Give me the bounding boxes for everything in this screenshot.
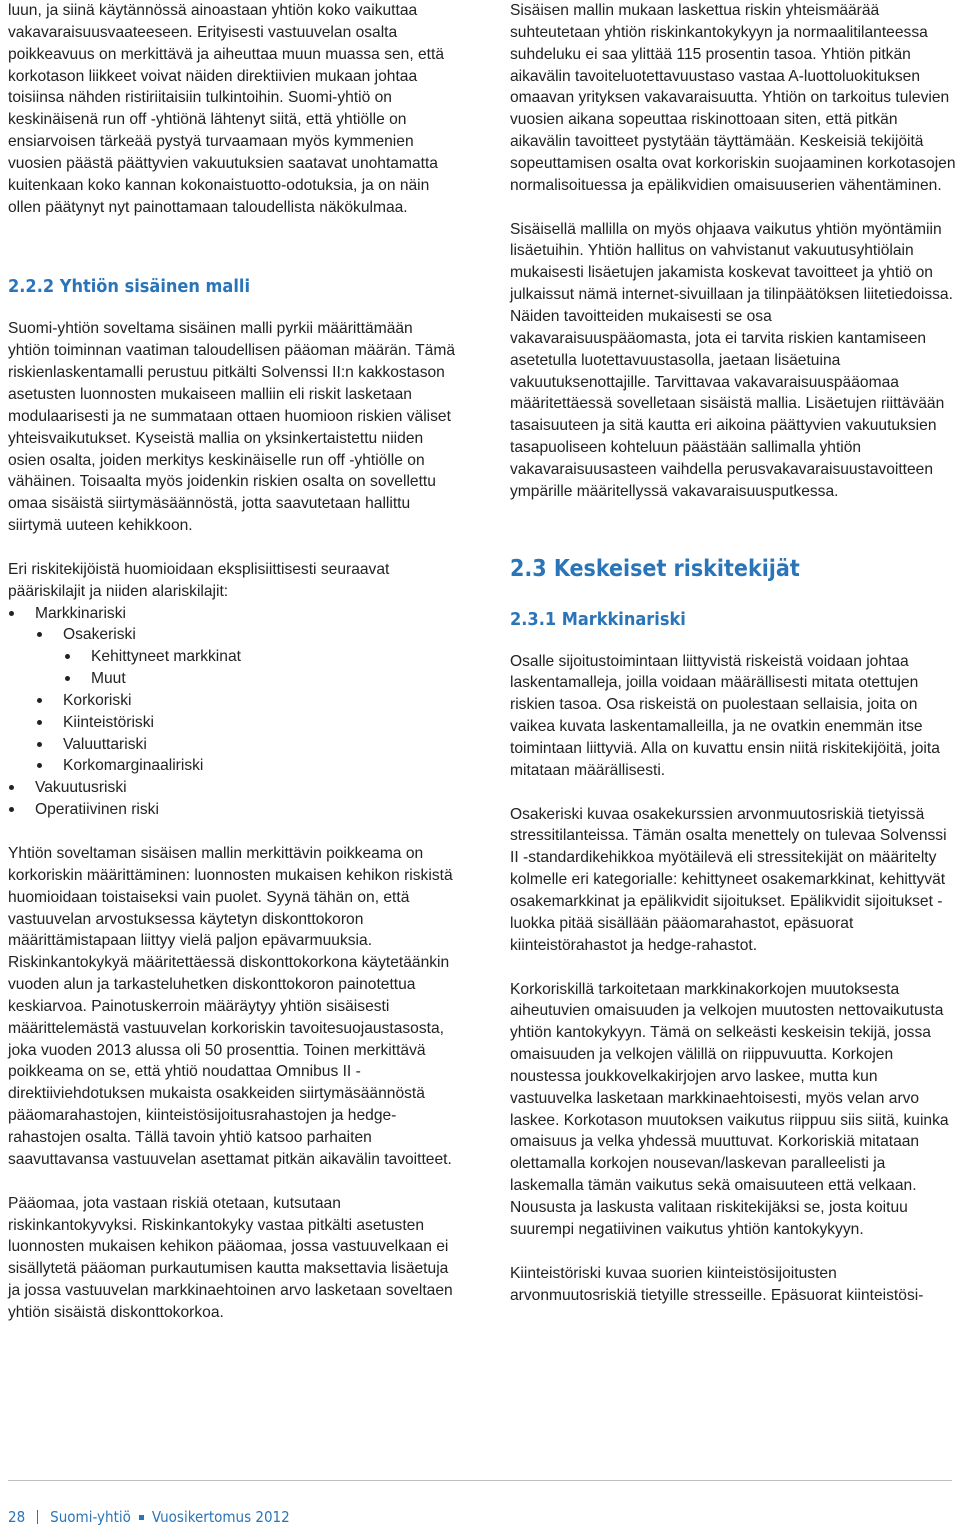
list-item: Operatiivinen riski [8,799,455,821]
section-heading-2-2-2: 2.2.2 Yhtiön sisäinen malli [8,276,250,298]
right-column [510,0,957,1306]
left-paragraph-5: Pääomaa, jota vastaan riskiä otetaan, kutsutaan riskinkantokyvyksi. Riskinkantokyky vastaa pitkälti asetusten luonnosten mukaisen kehikon pääomaa, jossa vastuuvelkaan ei sisällytetä pääoman purkautumisen kautta maksettavia lisäetuja ja jossa vastuuvelan markkinaehtoinen arvo lasketaan soveltaen yhtiön sisäistä diskonttokorkoa. [8,1194,453,1321]
right-paragraph-3: Osalle sijoitustoimintaan liittyvistä riskeistä voidaan johtaa laskentamalleja, joilla voidaan määrällisesti mitata otettujen riskien tasoa. Osa riskeistä on puolestaan sellaisia, joita on vaikea kuvata laskentamalleilla, ja ne ovatkin enemmän itse toimintaan liittyviä. Alla on kuvattu ensin niitä riskitekijöitä, joita mitataan määrällisesti. [510,652,940,779]
list-item: Markkinariski [8,603,455,625]
section-heading-2-3: 2.3 Keskeiset riskitekijät [510,555,800,582]
right-paragraph-6: Kiinteistöriski kuvaa suorien kiinteistösijoitusten arvonmuutosriskiä tietyille stresseille. Epäsuorat kiinteistösi- [510,1264,924,1304]
left-paragraph-3: Eri riskitekijöistä huomioidaan eksplisiittisesti seuraavat pääriskilajit ja niiden alariskilajit: [8,560,390,600]
right-paragraph-4: Osakeriski kuvaa osakekurssien arvonmuutosriskiä tietyissä stressitilanteissa. Tämän osalta menettely on tulevaa Solvenssi II -standardikehikkoa myötäilevä eli stressitekijät on määritelty kolmelle eri kategorialle: kehittyneet osakemarkkinat, kehittyvät osakemarkkinat ja epälikvidit sijoitukset. Epälikvidit sijoitukset -luokka pitää sisällään pääomarahastot, epäsuorat kiinteistörahastot ja hedge-rahastot. [510,805,947,954]
section-heading-2-3-1: 2.3.1 Markkinariski [510,608,686,630]
left-paragraph-2: Suomi-yhtiön soveltama sisäinen malli pyrkii määrittämään yhtiön toiminnan vaatiman taloudellisen pääoman määrän. Tämä riskienlaskentamalli perustuu pitkälti Solvenssi II:n kakkostason asetusten luonnosten mukaiseen malliin eli riskit lasketaan modulaarisesti ja ne summataan ottaen huomioon riskien väliset yhteisvaikutukset. Kyseistä mallia on yksinkertaistettu niiden osien osalta, joiden merkitys keskinäiselle run off -yhtiölle on vähäinen. Toisaalta myös joidenkin riskien osalta on sovellettu omaa sisäistä siirtymäsäännöstä, jotta saavutetaan hallittu siirtymä uuteen kehikkoon. [8,320,455,535]
list-item: Kiinteistöriski [8,712,455,734]
footer-report-title: Vuosikertomus 2012 [151,1508,290,1526]
square-bullet-icon [139,1515,144,1520]
left-paragraph-4: Yhtiön soveltaman sisäisen mallin merkittävin poikkeama on korkoriskin määrittäminen: luonnosten mukaisen kehikon riskistä huomioidaan toistaiseksi vain puolet. Syynä tähän on, että vastuuvelan arvostuksessa käytetyn diskonttokoron määrittämistapaan liittyy vielä paljon epävarmuuksia. Riskinkantokykyä määritettäessä diskonttokorkona käytetäänkin vuoden alun ja tarkasteluhetken diskonttokoron painotettua keskiarvoa. Painotuskerroin määräytyy yhtiön sisäisesti määrittelemästä vastuuvelan korkoriskin tavoitesuojaustasosta, joka vuoden 2013 alussa oli 50 prosenttia. Toinen merkittävä poikkeama on se, että yhtiö noudattaa Omnibus II -direktiiviehdotuksen mukaista osakkeiden siirtymäsäännöstä pääomarahastojen, kiinteistösijoitusrahastojen ja hedge-rahastojen osalta. Tällä tavoin yhtiö katsoo parhaiten saavuttavansa vastuuvelan asettamat pitkän aikavälin tavoitteet. [8,845,453,1168]
list-item: Vakuutusriski [8,777,455,799]
left-column [8,0,455,1324]
list-item: Muut [8,668,455,690]
right-paragraph-5: Korkoriskillä tarkoitetaan markkinakorkojen muutoksesta aiheutuvien omaisuuden ja velkojen muutosten nettovaikutusta yhtiön kantokykyyn. Tämä on selkeästi keskeisin tekijä, jossa omaisuuden ja velkojen välillä on riippuvuutta. Korkojen noustessa joukkovelkakirjojen arvo laskee, mutta kun vastuuvelka lasketaan markkinaehtoisesti, myös velan arvo laskee. Korkotason muutoksen vaikutus riippuu siis siitä, kuinka omaisuus ja velka yhdessä muuttuvat. Korkoriskiä mitataan olettamalla korkojen nousevan/laskevan paralleelisti ja laskemalla tämän vaikutus sekä omaisuuteen että velkaan. Noususta ja laskusta valitaan riskitekijäksi se, josta koituu suurempi negatiivinen vaikutus yhtiön kantokykyyn. [510,980,949,1238]
footer-separator-bar [37,1510,38,1524]
list-item: Korkoriski [8,690,455,712]
right-paragraph-2: Sisäisellä mallilla on myös ohjaava vaikutus yhtiön myöntämiin lisäetuihin. Yhtiön hallitus on vahvistanut vakuutusyhtiölain mukaisesti lisäetujen jakamista koskevat tavoitteet ja yhtiö on julkaissut nämä internet-sivuillaan ja tilinpäätöksen liitetiedoissa. Näiden tavoitteiden mukaisesti se osa vakavaraisuuspääomasta, jota ei tarvita riskien kantamiseen asetetulla luotettavuustasolla, jaetaan lisäetuina vakuutuksenottajille. Tarvittavaa vakavaraisuuspääomaa määritettäessä sovelletaan sisäistä mallia. Lisäetujen riittävään tasaisuuteen ja sitä kautta eri aikoina päättyvien vakuutuksien tasapuoliseen kohteluun päästään sallimalla yhtiön vakavaraisuusasteen vaihdella perusvakavaraisuustavoitteen ympärille määritellyssä vakavaraisuusputkessa. [510,220,953,500]
list-item: Kehittyneet markkinat [8,646,455,668]
footer-divider [8,1480,952,1481]
list-item: Osakeriski [8,624,455,646]
footer-company: Suomi-yhtiö [50,1508,131,1526]
left-paragraph-1: luun, ja siinä käytännössä ainoastaan yhtiön koko vaikuttaa vakavaraisuusvaateeseen. Erityisesti vastuuvelan osalta poikkeavuus on merkittävä ja aiheuttaa muun muassa sen, että korkotason liikkeet voivat näiden direktiivien mukaan johtaa toisiinsa nähden ristiriitaisiin tulkintoihin. Suomi-yhtiö on keskinäisenä run off -yhtiönä lähtenyt siitä, että yhtiölle on ensiarvoisen tärkeää pystyä turvaamaan myös kymmenien vuosien päästä päättyvien vakuutuksien saatavat unohtamatta kuitenkaan koko kannan kokonaistuotto-odotuksia, ja on näin ollen päätynyt nyt painottamaan taloudellista näkökulmaa. [8,2,445,216]
page-number: 28 [8,1508,26,1526]
page-footer [8,1508,290,1526]
right-paragraph-1: Sisäisen mallin mukaan laskettua riskin yhteismäärää suhteutetaan yhtiön riskinkantokykyyn ja normaalitilanteessa suhdeluku ei saa ylittää 115 prosentin tasoa. Yhtiön pitkän aikavälin tavoiteluotettavuustaso vastaa A-luottoluokituksen omaavan yrityksen vakavaraisuutta. Yhtiön on tarkoitus tulevien vuosien aikana sopeuttaa riskinottoaan siten, että pitkän aikavälin tavoitteet pystytään täyttämään. Keskeisiä tekijöitä sopeuttamisen osalta ovat korkoriskin suojaaminen korkotasojen normalisoituessa ja epälikvidien omaisuuserien vähentäminen. [510,2,956,194]
list-item: Valuuttariski [8,734,455,756]
risk-list [8,603,455,821]
list-item: Korkomarginaaliriski [8,755,455,777]
